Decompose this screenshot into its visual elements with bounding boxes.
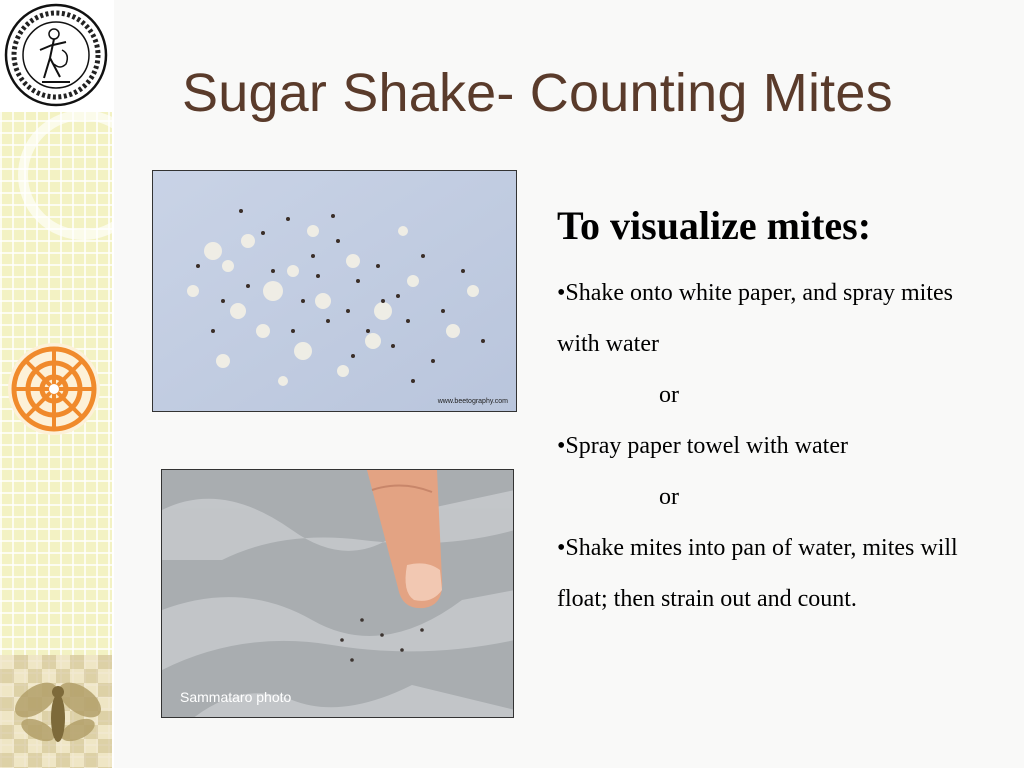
bullet-list [557, 268, 997, 625]
photo-credit-bottom: Sammataro photo [180, 689, 292, 705]
bee-icon [6, 670, 110, 754]
or-separator: or [659, 484, 679, 510]
decorative-ring [18, 110, 114, 240]
content-heading: To visualize mites: [557, 203, 872, 248]
bullet-item: •Spray paper towel with water [557, 433, 848, 459]
decorative-side-strip [0, 0, 114, 768]
logo [0, 0, 112, 112]
or-separator: or [659, 382, 679, 408]
bullet-item: •Shake onto white paper, and spray mites with water [557, 280, 954, 357]
paper-towel-image [162, 470, 514, 718]
page-title: Sugar Shake- Counting Mites [182, 63, 893, 123]
photo-credit-top: www.beetography.com [437, 398, 508, 405]
bullet-item: •Shake mites into pan of water, mites will float; then strain out and count. [557, 535, 958, 612]
paper-towel-finger-photo [161, 469, 514, 718]
mites-paper-image [153, 171, 517, 412]
content-text [557, 198, 997, 625]
mites-on-paper-photo [152, 170, 517, 412]
seal-icon [0, 0, 112, 112]
medallion-icon [6, 341, 102, 437]
